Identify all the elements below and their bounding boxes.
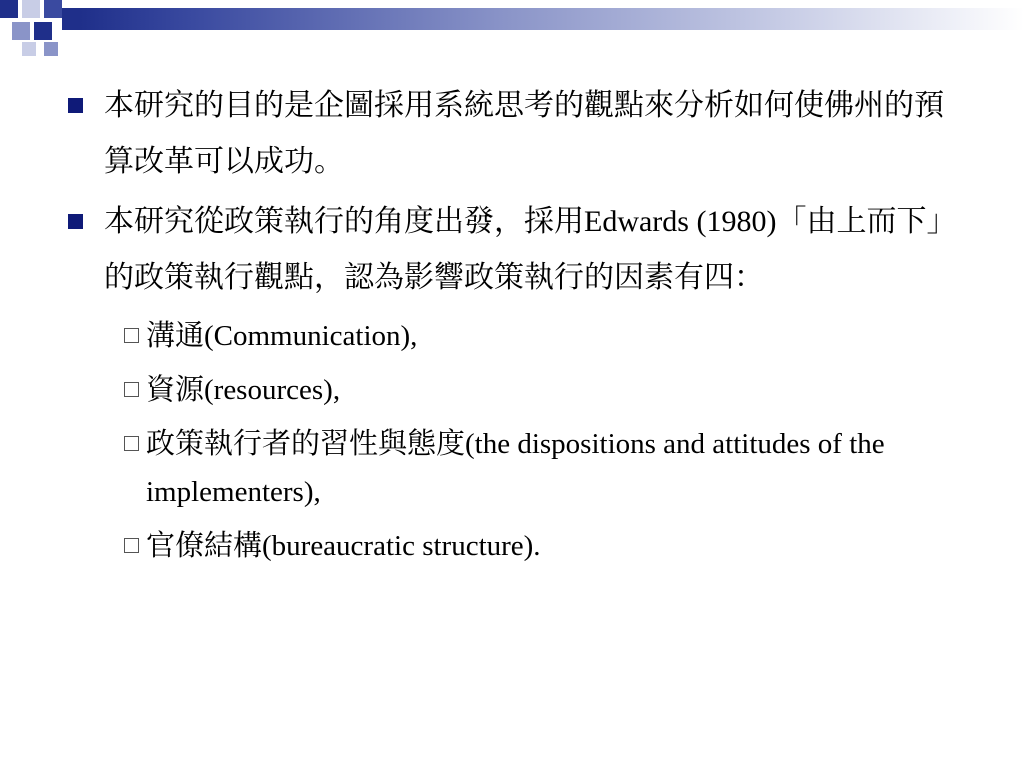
header-square (44, 42, 58, 56)
header-square (62, 8, 80, 30)
bullet-item (62, 78, 962, 190)
bullet-item (62, 194, 962, 306)
header-square (12, 22, 30, 40)
bullet-text: 本研究的目的是企圖採用系統思考的觀點來分析如何使佛州的預算改革可以成功。 (104, 88, 944, 179)
sub-bullet-text: 政策執行者的習性與態度(the dispositions and attitudes of the implementers), (146, 428, 885, 508)
hollow-square-bullet-icon (124, 328, 139, 343)
square-bullet-icon (68, 214, 83, 229)
hollow-square-bullet-icon (124, 436, 139, 451)
square-bullet-icon (68, 98, 83, 113)
header-gradient-bar (80, 8, 1024, 30)
sub-bullet-text: 資源(resources), (146, 374, 341, 406)
header-square (0, 0, 18, 18)
header-square (34, 22, 52, 40)
sub-bullet-item (62, 420, 962, 516)
slide-header-decoration (0, 0, 1024, 60)
sub-bullet-list (62, 312, 962, 570)
sub-bullet-text: 溝通(Communication), (146, 320, 418, 352)
slide-content (62, 78, 962, 574)
sub-bullet-item (62, 312, 962, 360)
bullet-text: 本研究從政策執行的角度出發，採用Edwards (1980)「由上而下」的政策執行觀點，認為影響政策執行的因素有四： (104, 205, 957, 294)
hollow-square-bullet-icon (124, 538, 139, 553)
sub-bullet-item (62, 366, 962, 414)
sub-bullet-item (62, 522, 962, 570)
sub-bullet-text: 官僚結構(bureaucratic structure). (146, 530, 541, 562)
header-square (22, 42, 36, 56)
hollow-square-bullet-icon (124, 382, 139, 397)
header-square (22, 0, 40, 18)
header-square (44, 0, 62, 18)
